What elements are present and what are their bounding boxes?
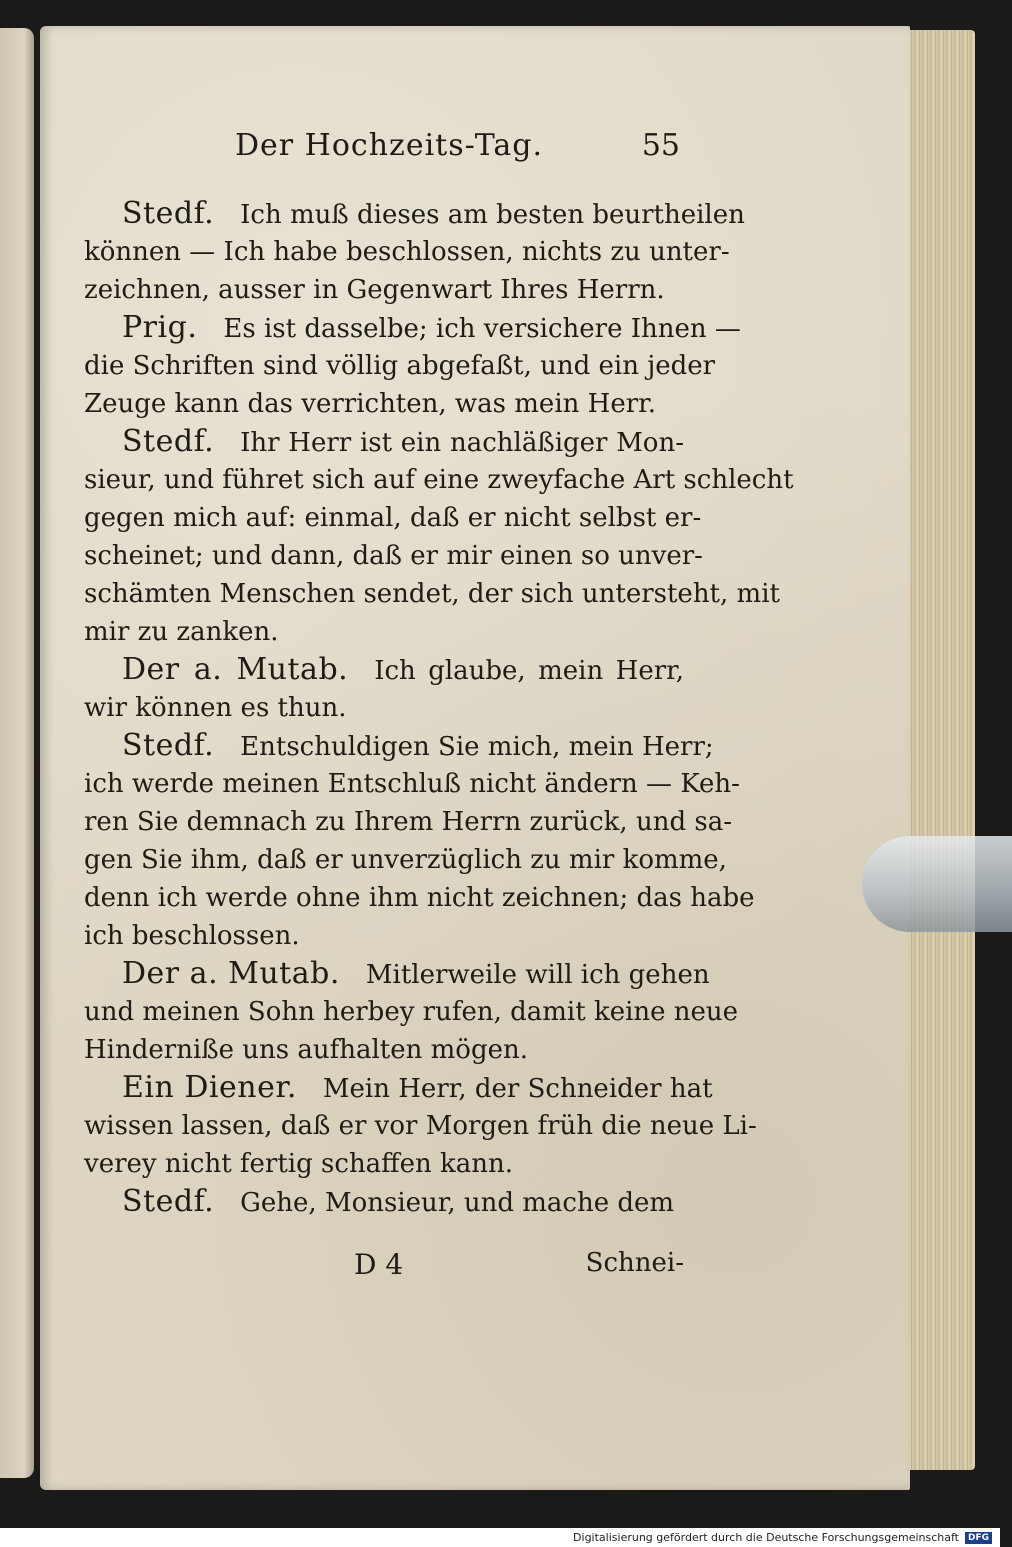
paragraph-line: wir können es thun. (84, 693, 347, 723)
line-text: Mein Herr, der Schneider hat (322, 1074, 713, 1104)
line-text: Gehe, Monsieur, und mache dem (240, 1188, 675, 1218)
speaker-name: Stedf. (122, 728, 215, 763)
paragraph-first-line (84, 651, 684, 689)
running-title: Der Hochzeits-Tag. (235, 128, 544, 163)
paragraph-first-line (84, 195, 745, 233)
paragraph-first-line (84, 423, 684, 461)
speaker-name: Ein Diener. (122, 1070, 297, 1105)
speaker-name: Der a. Mutab. (122, 652, 349, 687)
speaker-name: Stedf. (122, 424, 215, 459)
paragraph-line: ren Sie demnach zu Ihrem Herrn zurück, und sa- (84, 807, 732, 837)
paragraph-line: können — Ich habe beschlossen, nichts zu unter- (84, 237, 730, 267)
line-text: Entschuldigen Sie mich, mein Herr; (240, 732, 714, 762)
page-clip (862, 836, 1012, 932)
paragraph-line: gegen mich auf: einmal, daß er nicht selbst er- (84, 503, 702, 533)
paragraph-line: denn ich werde ohne ihm nicht zeichnen; das habe (84, 883, 755, 913)
paragraph-first-line (84, 1183, 684, 1221)
catchword: Schnei- (585, 1248, 684, 1278)
paragraph-line: Zeuge kann das verrichten, was mein Herr. (84, 389, 656, 419)
paragraph-line: und meinen Sohn herbey rufen, damit keine neue (84, 997, 739, 1027)
paragraph-line: schämten Menschen sendet, der sich untersteht, mit (84, 579, 780, 609)
paragraph-line: verey nicht fertig schaffen kann. (84, 1149, 514, 1179)
paragraph-line: Hinderniße uns aufhalten mögen. (84, 1035, 528, 1065)
paragraph-line: sieur, und führet sich auf eine zweyfache Art schlecht (84, 465, 794, 495)
line-text: Ich muß dieses am besten beurtheilen (240, 200, 745, 230)
paragraph-line: die Schriften sind völlig abgefaßt, und ein jeder (84, 351, 716, 381)
line-text: Ihr Herr ist ein nachläßiger Mon- (240, 428, 684, 458)
paragraph-first-line (84, 955, 710, 993)
line-text: Ich glaube, mein Herr, (374, 656, 684, 686)
paragraph-line: zeichnen, ausser in Gegenwart Ihres Herrn. (84, 275, 665, 305)
paragraph-line: gen Sie ihm, daß er unverzüglich zu mir komme, (84, 845, 727, 875)
line-text: Mitlerweile will ich gehen (365, 960, 710, 990)
speaker-name: Stedf. (122, 1184, 215, 1219)
paragraph-first-line (84, 309, 741, 347)
speaker-name: Der a. Mutab. (122, 956, 340, 991)
paragraph-line: ich werde meinen Entschluß nicht ändern — Keh- (84, 769, 740, 799)
paragraph-line: ich beschlossen. (84, 921, 300, 951)
signature-mark: D 4 (354, 1248, 404, 1281)
page-header (90, 128, 680, 168)
page-text (84, 195, 794, 1221)
credit-bar (0, 1528, 1000, 1547)
credit-text: Digitalisierung gefördert durch die Deutsche Forschungsgemeinschaft (573, 1531, 959, 1544)
page-number: 55 (641, 128, 680, 163)
page-footer (84, 1248, 684, 1284)
paragraph-first-line (84, 727, 714, 765)
left-page-edge (0, 28, 34, 1478)
paragraph-line: scheinet; und dann, daß er mir einen so unver- (84, 541, 703, 571)
speaker-name: Prig. (122, 310, 198, 345)
line-text: Es ist dasselbe; ich versichere Ihnen — (223, 314, 741, 344)
paragraph-line: wissen lassen, daß er vor Morgen früh die neue Li- (84, 1111, 757, 1141)
paragraph-first-line (84, 1069, 713, 1107)
dfg-logo: DFG (965, 1532, 992, 1544)
speaker-name: Stedf. (122, 196, 215, 231)
paragraph-line: mir zu zanken. (84, 617, 279, 647)
